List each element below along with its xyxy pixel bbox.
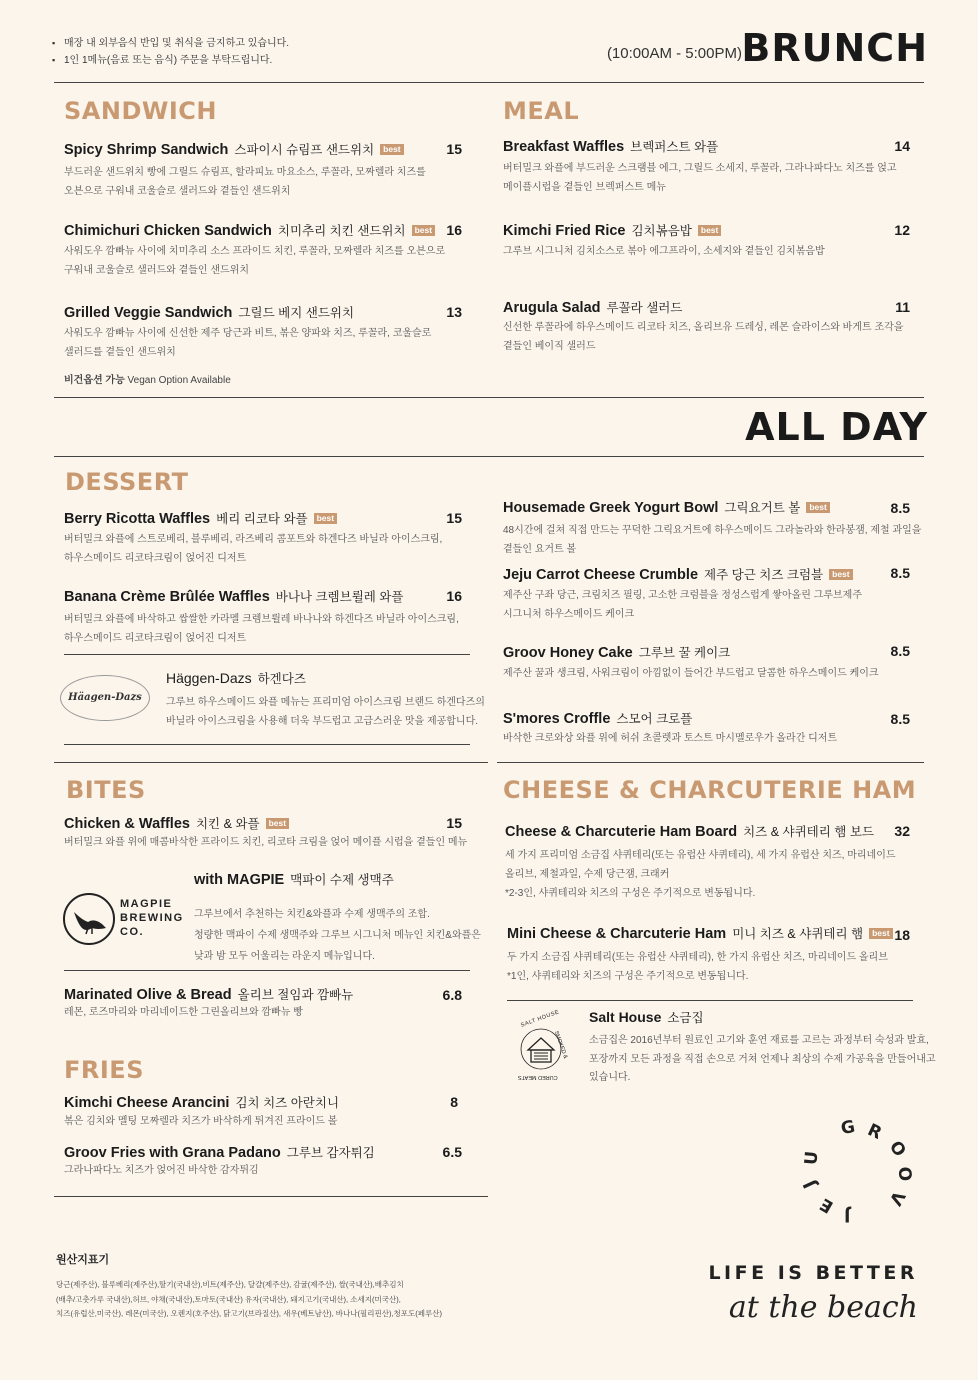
fries-section-title: FRIES — [64, 1056, 144, 1084]
menu-item-korean-name: 베리 리코타 와플 — [216, 512, 308, 526]
divider — [497, 762, 924, 763]
divider — [54, 762, 488, 763]
brand-letter: J — [844, 1205, 851, 1225]
menu-item-price: 12 — [894, 222, 910, 238]
menu-item-description: 버터밀크 와플 위에 매콤바삭한 프라이드 치킨, 리코타 크림을 얹어 메이플 시럽을 곁들인 메뉴 — [64, 837, 468, 848]
brand-letter: R — [864, 1120, 885, 1144]
menu-item-name: Chimichuri Chicken Sandwich 치미추리 치킨 샌드위치 best — [64, 221, 435, 239]
menu-item-description: 사워도우 깜빠뉴 사이에 치미추리 소스 프라이드 치킨, 루꼴라, 모짜렐라 치즈를 오븐으로 구워내 코울슬로 샐러드와 곁들인 샌드위치 — [64, 246, 446, 276]
divider — [54, 1196, 488, 1197]
haagen-dazs-name: Häggen-Dazs 하겐다즈 — [166, 670, 306, 686]
magpie-logo-text: CO. — [120, 926, 145, 938]
vegan-option-note: 비건옵션 가능 Vegan Option Available — [64, 375, 231, 386]
menu-item-name: Groov Fries with Grana Padano 그루브 감자튀김 — [64, 1145, 375, 1161]
menu-item-price: 8 — [450, 1094, 458, 1110]
divider — [64, 744, 470, 745]
salt-house-description: 소금집은 2016년부터 원료인 고기와 훈연 재료를 고르는 과정부터 숙성과 발효, 포장까지 모든 과정을 직접 손으로 거쳐 언제나 최상의 수제 가공육을 만들어내고 있습니다. — [589, 1035, 936, 1083]
menu-item-description: 버터밀크 와플에 부드러운 스크램블 에그, 그릴드 소세지, 루꼴라, 그라나파다노 치즈를 얹고 메이플시럽을 곁들인 브렉퍼스트 메뉴 — [503, 163, 897, 193]
menu-item-price: 32 — [894, 823, 910, 839]
salt-house-logo-text: SMOKED & — [552, 1030, 569, 1060]
notice-item: ▪ 1인 1메뉴(음료 또는 음식) 주문을 부탁드립니다. — [52, 52, 452, 69]
menu-item-name: Cheese & Charcuterie Ham Board 치즈 & 샤퀴테리 햄 보드 — [505, 824, 874, 840]
brand-letter: O — [893, 1165, 915, 1183]
menu-item-description: 두 가지 소금집 샤퀴테리(또는 유럽산 샤퀴테리), 한 가지 유럽산 치즈, 마리네이드 올리브 *1인, 샤퀴테리와 치즈의 구성은 주기적으로 변동됩니다. — [507, 952, 888, 982]
sandwich-section-title: SANDWICH — [64, 97, 217, 125]
dessert-section-title: DESSERT — [65, 468, 189, 496]
divider — [64, 970, 470, 971]
menu-item-description: 레몬, 로즈마리와 마리네이드한 그린올리브와 깜빠뉴 빵 — [64, 1007, 303, 1018]
menu-item-name: Kimchi Cheese Arancini 김치 치즈 아란치니 — [64, 1095, 340, 1111]
menu-item-name: S'mores Croffle 스모어 크로플 — [503, 711, 693, 727]
best-badge: best — [266, 818, 289, 829]
menu-item-price: 15 — [446, 510, 462, 526]
menu-item-korean-name: 그릴드 베지 샌드위치 — [238, 306, 355, 320]
menu-item-description: 버터밀크 와플에 바삭하고 쌉쌀한 카라멜 크렘브륄레 바나나와 하겐다즈 바닐라 아이스크림, 하우스메이드 리코타크림이 얹어진 디저트 — [64, 614, 459, 644]
menu-item-korean-name: 제주 당근 치즈 크럼블 — [704, 568, 824, 582]
best-badge: best — [869, 928, 892, 939]
best-badge: best — [829, 569, 852, 580]
menu-item-price: 15 — [446, 815, 462, 831]
brand-script: at the beach — [728, 1290, 918, 1325]
menu-item-korean-name: 그루브 감자튀김 — [286, 1146, 375, 1160]
menu-item-price: 8.5 — [890, 500, 910, 516]
menu-item-description: 제주산 구좌 당근, 크림치즈 필링, 고소한 크럼블을 정성스럽게 쌓아올린 그루브제주 시그니처 하우스메이드 케이크 — [503, 590, 863, 620]
menu-item-price: 13 — [446, 304, 462, 320]
brunch-hours: (10:00AM - 5:00PM) — [606, 45, 742, 62]
bites-section-title: BITES — [66, 776, 146, 804]
brand-letter: J — [799, 1176, 821, 1192]
divider — [64, 654, 470, 655]
menu-item-korean-name: 치미추리 치킨 샌드위치 — [277, 224, 406, 238]
menu-item-description: 바삭한 크로와상 와플 위에 허쉬 초콜렛과 토스트 마시멜로우가 올라간 디저트 — [503, 733, 838, 744]
divider — [54, 397, 924, 398]
allday-title: ALL DAY — [745, 405, 928, 449]
menu-item-korean-name: 치즈 & 샤퀴테리 햄 보드 — [743, 825, 874, 839]
menu-item-korean-name: 치킨 & 와플 — [195, 817, 260, 831]
menu-item-price: 6.5 — [442, 1144, 462, 1160]
best-badge: best — [380, 144, 403, 155]
menu-item-korean-name: 김치볶음밥 — [631, 224, 692, 238]
magpie-logo-text: MAGPIE — [120, 898, 173, 910]
menu-item-price: 8.5 — [890, 711, 910, 727]
magpie-name: with MAGPIE 맥파이 수제 생맥주 — [194, 872, 394, 888]
menu-item-korean-name: 김치 치즈 아란치니 — [235, 1096, 340, 1110]
menu-item-name: Spicy Shrimp Sandwich 스파이시 슈림프 샌드위치 best — [64, 140, 404, 158]
divider — [54, 82, 924, 83]
menu-item-price: 18 — [894, 927, 910, 943]
brand-letter: V — [884, 1187, 909, 1209]
menu-item-korean-name: 루꼴라 샐러드 — [606, 301, 683, 315]
menu-item-name: Mini Cheese & Charcuterie Ham 미니 치즈 & 샤퀴테리 햄 best — [507, 924, 893, 942]
menu-item-name: Groov Honey Cake 그루브 꿀 케이크 — [503, 645, 731, 661]
menu-item-name: Berry Ricotta Waffles 베리 리코타 와플 best — [64, 509, 337, 527]
menu-item-name: Kimchi Fried Rice 김치볶음밥 best — [503, 221, 721, 239]
menu-item-name: Jeju Carrot Cheese Crumble 제주 당근 치즈 크럼블 best — [503, 565, 853, 583]
salt-house-name: Salt House 소금집 — [589, 1009, 704, 1025]
menu-item-korean-name: 브렉퍼스트 와플 — [630, 140, 719, 154]
menu-item-korean-name: 그릭요거트 볼 — [724, 501, 801, 515]
menu-item-name: Breakfast Waffles 브렉퍼스트 와플 — [503, 139, 719, 155]
brand-letter: U — [801, 1150, 823, 1166]
menu-item-price: 6.8 — [442, 987, 462, 1003]
haagen-dazs-description: 그루브 하우스메이드 와플 메뉴는 프리미엄 아이스크림 브랜드 하겐다즈의 바닐라 아이스크림을 사용해 더욱 부드럽고 고급스러운 맛을 제공합니다. — [166, 697, 485, 727]
origin-text: 당근(제주산), 블루베리(제주산),딸기(국내산),비트(제주산), 달걀(제주산), 감귤(제주산), 쌀(국내산),배추김치 (배추/고춧가루 국내산),허브, 야채(국내산),토마토(국내산) 유자(국내산), 돼지고기(국내산), 소세지(미국산), 치즈(유럽산,미국산), 레몬(미국산), 오렌지(호주산), 닭고기(브라질산), 새우(베트남산), 바나나(필리핀산),청포도(페루산) — [56, 1280, 442, 1318]
menu-item-price: 16 — [446, 588, 462, 604]
salt-house-logo — [506, 1009, 576, 1084]
menu-item-description: 그라나파다노 치즈가 얹어진 바삭한 감자튀김 — [64, 1165, 259, 1176]
menu-item-price: 14 — [894, 138, 910, 154]
menu-item-name: Chicken & Waffles 치킨 & 와플 best — [64, 814, 289, 832]
menu-item-description: 볶은 김치와 멜팅 모짜렐라 치즈가 바삭하게 튀겨진 프라이드 볼 — [64, 1116, 338, 1127]
menu-item-description: 버터밀크 와플에 스트로베리, 블루베리, 라즈베리 콤포트와 하겐다즈 바닐라 아이스크림, 하우스메이드 리코타크림이 얹어진 디저트 — [64, 534, 443, 564]
menu-item-description: 부드러운 샌드위치 빵에 그릴드 슈림프, 할라피뇨 마요소스, 루꼴라, 모짜렐라 치즈를 오븐으로 구워내 코울슬로 샐러드와 곁들인 샌드위치 — [64, 167, 426, 197]
menu-item-korean-name: 올리브 절임과 깜빠뉴 — [237, 988, 354, 1002]
haagen-dazs-logo: Häagen-Dazs — [60, 675, 150, 721]
menu-item-korean-name: 미니 치즈 & 샤퀴테리 햄 — [732, 927, 864, 941]
brand-letter: G — [839, 1116, 857, 1140]
brunch-title: BRUNCH — [741, 26, 928, 70]
menu-item-description: 세 가지 프리미엄 소금집 샤퀴테리(또는 유럽산 샤퀴테리), 세 가지 유럽산 치즈, 마리네이드 올리브, 제철과일, 수제 당근잼, 크래커 *2-3인, 샤퀴테리와 치즈의 구성은 주기적으로 변동됩니다. — [505, 850, 896, 899]
best-badge: best — [806, 502, 829, 513]
best-badge: best — [412, 225, 435, 236]
menu-item-price: 8.5 — [890, 643, 910, 659]
menu-item-price: 8.5 — [890, 565, 910, 581]
best-badge: best — [314, 513, 337, 524]
notice-item: ▪ 매장 내 외부음식 반입 및 취식을 금지하고 있습니다. — [52, 35, 452, 52]
best-badge: best — [698, 225, 721, 236]
salt-house-logo-text: SALT HOUSE — [520, 1009, 561, 1029]
brand-letter: E — [816, 1193, 837, 1217]
menu-item-description: 사워도우 깜빠뉴 사이에 신선한 제주 당근과 비트, 볶은 양파와 치즈, 루꼴라, 코울슬로 샐러드를 곁들인 샌드위치 — [64, 328, 432, 358]
brand-letter: O — [884, 1137, 910, 1161]
menu-item-korean-name: 스모어 크로플 — [616, 712, 693, 726]
menu-item-description: 제주산 꿀과 생크림, 사워크림이 아낌없이 들어간 부드럽고 달콤한 하우스메이드 케이크 — [503, 668, 879, 679]
menu-item-description: 48시간에 걸쳐 직접 만드는 꾸덕한 그릭요거트에 하우스메이드 그라놀라와 한라봉잼, 제철 과일을 곁들인 요거트 볼 — [503, 525, 922, 555]
menu-item-korean-name: 스파이시 슈림프 샌드위치 — [234, 143, 375, 157]
magpie-bird-icon — [62, 892, 116, 946]
divider — [507, 1000, 913, 1001]
menu-item-description: 신선한 루꼴라에 하우스메이드 리코타 치즈, 올리브유 드레싱, 레몬 슬라이스와 바게트 조각을 곁들인 베이직 샐러드 — [503, 322, 904, 352]
meal-section-title: MEAL — [503, 97, 580, 125]
menu-item-price: 16 — [446, 222, 462, 238]
origin-title: 원산지표기 — [56, 1254, 110, 1266]
salt-house-logo-text: CURED MEATS — [518, 1074, 558, 1080]
divider — [54, 456, 924, 457]
menu-item-name: Housemade Greek Yogurt Bowl 그릭요거트 볼 best — [503, 498, 830, 516]
menu-item-price: 11 — [895, 299, 910, 315]
menu-item-name: Banana Crème Brûlée Waffles 바나나 크렘브륄레 와플 — [64, 589, 404, 605]
brand-tagline: LIFE IS BETTER — [708, 1262, 918, 1284]
menu-item-price: 15 — [446, 141, 462, 157]
notice-list — [52, 35, 452, 69]
menu-item-korean-name: 바나나 크렘브륄레 와플 — [275, 590, 404, 604]
magpie-description: 그루브에서 추천하는 치킨&와플과 수제 생맥주의 조합. 청량한 맥파이 수제 생맥주와 그루브 시그니처 메뉴인 치킨&와플은 낮과 밤 모두 어울리는 라운지 메뉴입니다. — [194, 909, 481, 962]
menu-item-description: 그루브 시그니처 김치소스로 볶아 에그프라이, 소세지와 곁들인 김치볶음밥 — [503, 246, 825, 257]
cheese-section-title: CHEESE & CHARCUTERIE HAM — [503, 776, 917, 804]
groov-jeju-logo — [795, 1110, 925, 1230]
menu-item-name: Marinated Olive & Bread 올리브 절임과 깜빠뉴 — [64, 987, 354, 1003]
magpie-logo-text: BREWING — [120, 912, 184, 924]
menu-item-name: Arugula Salad 루꼴라 샐러드 — [503, 300, 683, 316]
menu-item-korean-name: 그루브 꿀 케이크 — [638, 646, 731, 660]
menu-item-name: Grilled Veggie Sandwich 그릴드 베지 샌드위치 — [64, 305, 355, 321]
